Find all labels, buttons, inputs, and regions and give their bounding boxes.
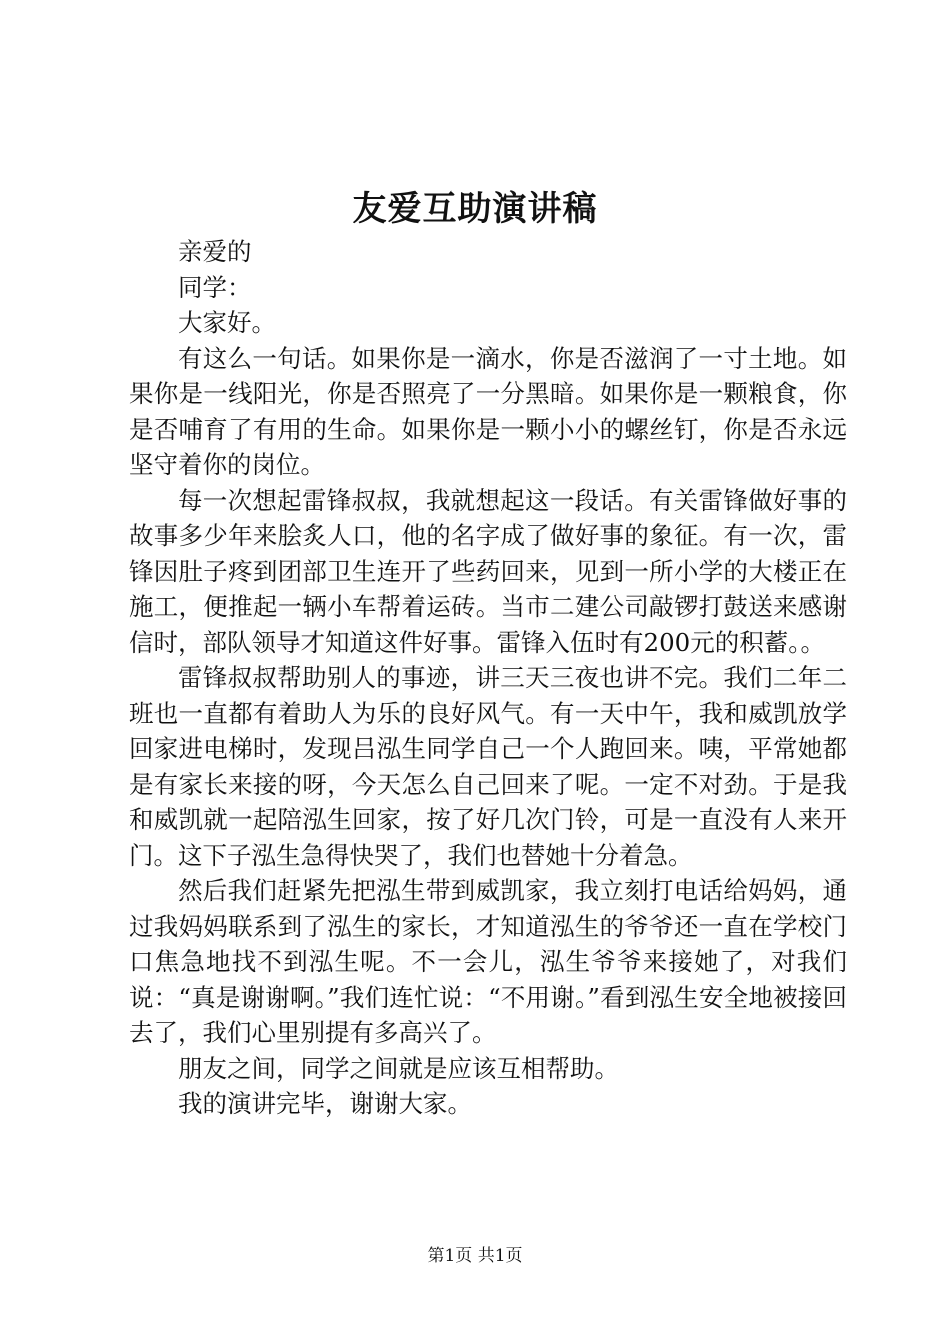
paragraph-5: 朋友之间，同学之间就是应该互相帮助。 xyxy=(178,1053,619,1083)
document-body xyxy=(129,234,847,1122)
paragraph-salutation-2: 同学： xyxy=(178,272,252,302)
page-footer: 第1页 共1页 xyxy=(427,1246,523,1266)
paragraph-greeting: 大家好。 xyxy=(178,308,276,337)
paragraph-2: 每一次想起雷锋叔叔，我就想起这一段话。有关雷锋做好事的故事多少年来脍炙人口，他的名字成了做好事的象征。有一次，雷锋因肚子疼到团部卫生连开了些药回来，见到一所小学的大楼正在施工，便推起一辆小车帮着运砖。当市二建公司敲锣打鼓送来感谢信时，部队领导才知道这件好事。雷锋入伍时有200元的积蓄。。 xyxy=(129,485,847,657)
paragraph-salutation-1: 亲爱的 xyxy=(178,237,252,266)
paragraph-closing: 我的演讲完毕，谢谢大家。 xyxy=(178,1089,472,1118)
paragraph-1: 有这么一句话。如果你是一滴水，你是否滋润了一寸土地。如果你是一线阳光，你是否照亮了一分黑暗。如果你是一颗粮食，你是否哺育了有用的生命。如果你是一颗小小的螺丝钉，你是否永远坚守着你的岗位。 xyxy=(129,343,847,479)
paragraph-4: 然后我们赶紧先把泓生带到威凯家，我立刻打电话给妈妈，通过我妈妈联系到了泓生的家长，才知道泓生的爷爷还一直在学校门口焦急地找不到泓生呢。不一会儿，泓生爷爷来接她了，对我们说：“真是谢谢啊。”我们连忙说：“不用谢。”看到泓生安全地被接回去了，我们心里别提有多高兴了。 xyxy=(129,876,847,1047)
document-title: 友爱互助演讲稿 xyxy=(352,189,598,229)
paragraph-3: 雷锋叔叔帮助别人的事迹，讲三天三夜也讲不完。我们二年二班也一直都有着助人为乐的良好风气。有一天中午，我和威凯放学回家进电梯时，发现吕泓生同学自己一个人跑回来。咦，平常她都是有家长来接的呀，今天怎么自己回来了呢。一定不对劲。于是我和威凯就一起陪泓生回家，按了好几次门铃，可是一直没有人来开门。这下子泓生急得快哭了，我们也替她十分着急。 xyxy=(129,663,847,870)
